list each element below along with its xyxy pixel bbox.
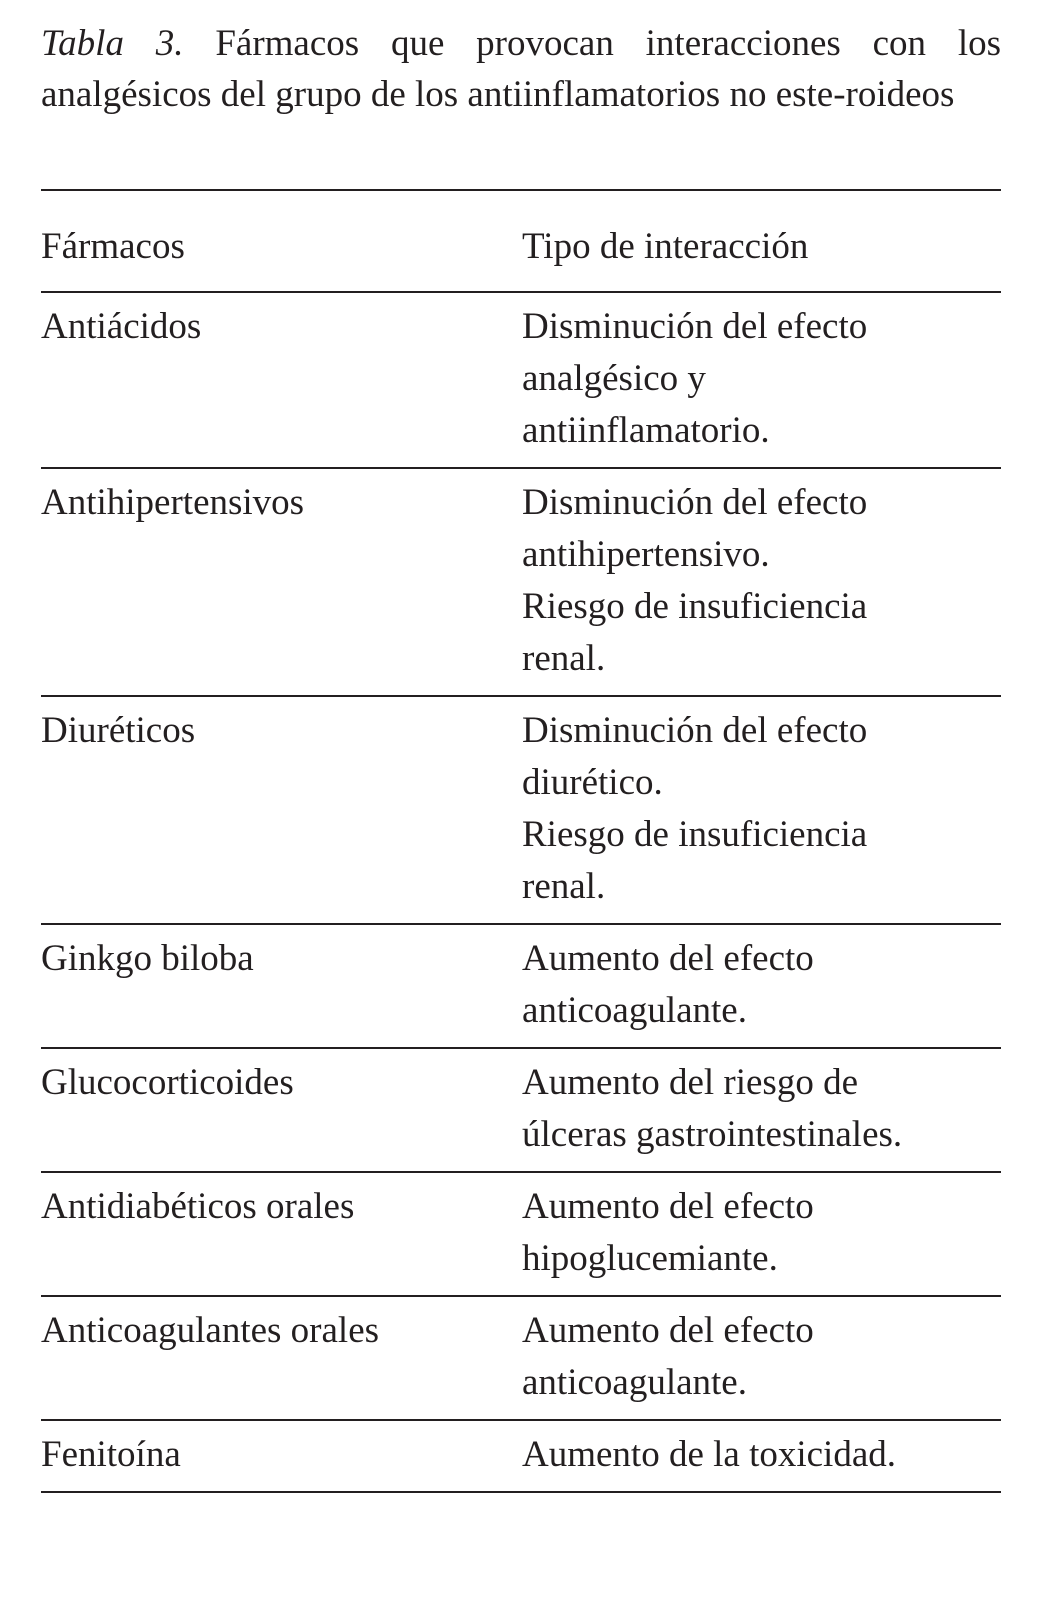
interaction-line: analgésico y: [522, 358, 706, 399]
interaction-cell: [522, 1181, 1001, 1285]
header-interaction-type: Tipo de interacción: [522, 226, 809, 267]
interaction-cell: [522, 1429, 1001, 1481]
table-caption: [41, 18, 1001, 174]
interaction-cell: [522, 301, 1001, 457]
interaction-line: antihipertensivo.: [522, 534, 770, 575]
table-row: [41, 697, 1001, 925]
interaction-line: renal.: [522, 638, 606, 679]
interaction-line: úlceras gastrointestinales.: [522, 1114, 903, 1155]
table-row: [41, 1173, 1001, 1297]
document-page: [41, 18, 1001, 1493]
interaction-line: Aumento del riesgo de: [522, 1062, 858, 1103]
drug-cell: Fenitoína: [41, 1434, 181, 1475]
interaction-cell: [522, 1305, 1001, 1409]
table-body: [41, 293, 1001, 1493]
table-row: [41, 1049, 1001, 1173]
drug-cell: Antihipertensivos: [41, 482, 305, 523]
interactions-table: [41, 189, 1001, 1493]
interaction-line: Disminución del efecto: [522, 306, 868, 347]
header-drugs: Fármacos: [41, 226, 185, 267]
interaction-line: Disminución del efecto: [522, 482, 868, 523]
interaction-line: antiinflamatorio.: [522, 410, 770, 451]
interaction-line: Aumento de la toxicidad.: [522, 1434, 897, 1475]
drug-cell: Antidiabéticos orales: [41, 1186, 355, 1227]
drug-cell: Antiácidos: [41, 306, 202, 347]
interaction-line: Aumento del efecto: [522, 1310, 814, 1351]
interaction-line: Riesgo de insuficiencia: [522, 586, 868, 627]
interaction-line: renal.: [522, 866, 606, 907]
table-caption-text: Fármacos que provocan interacciones con los analgésicos del grupo de los antiinflamatorios no este-roideos: [41, 23, 1001, 115]
table-row: [41, 293, 1001, 469]
interaction-line: anticoagulante.: [522, 990, 747, 1031]
table-row: [41, 925, 1001, 1049]
interaction-cell: [522, 1057, 1001, 1161]
table-row: [41, 1297, 1001, 1421]
interaction-line: diurético.: [522, 762, 663, 803]
drug-cell: Ginkgo biloba: [41, 938, 254, 979]
interaction-line: hipoglucemiante.: [522, 1238, 778, 1279]
interaction-cell: [522, 933, 1001, 1037]
drug-cell: Glucocorticoides: [41, 1062, 294, 1103]
table-row: [41, 469, 1001, 697]
interaction-cell: [522, 477, 1001, 685]
interaction-line: Aumento del efecto: [522, 938, 814, 979]
table-header-row: [41, 191, 1001, 293]
drug-cell: Diuréticos: [41, 710, 196, 751]
drug-cell: Anticoagulantes orales: [41, 1310, 380, 1351]
table-row: [41, 1421, 1001, 1493]
interaction-line: Aumento del efecto: [522, 1186, 814, 1227]
interaction-cell: [522, 705, 1001, 913]
table-caption-label: Tabla 3.: [41, 23, 184, 64]
interaction-line: Riesgo de insuficiencia: [522, 814, 868, 855]
interaction-line: Disminución del efecto: [522, 710, 868, 751]
interaction-line: anticoagulante.: [522, 1362, 747, 1403]
